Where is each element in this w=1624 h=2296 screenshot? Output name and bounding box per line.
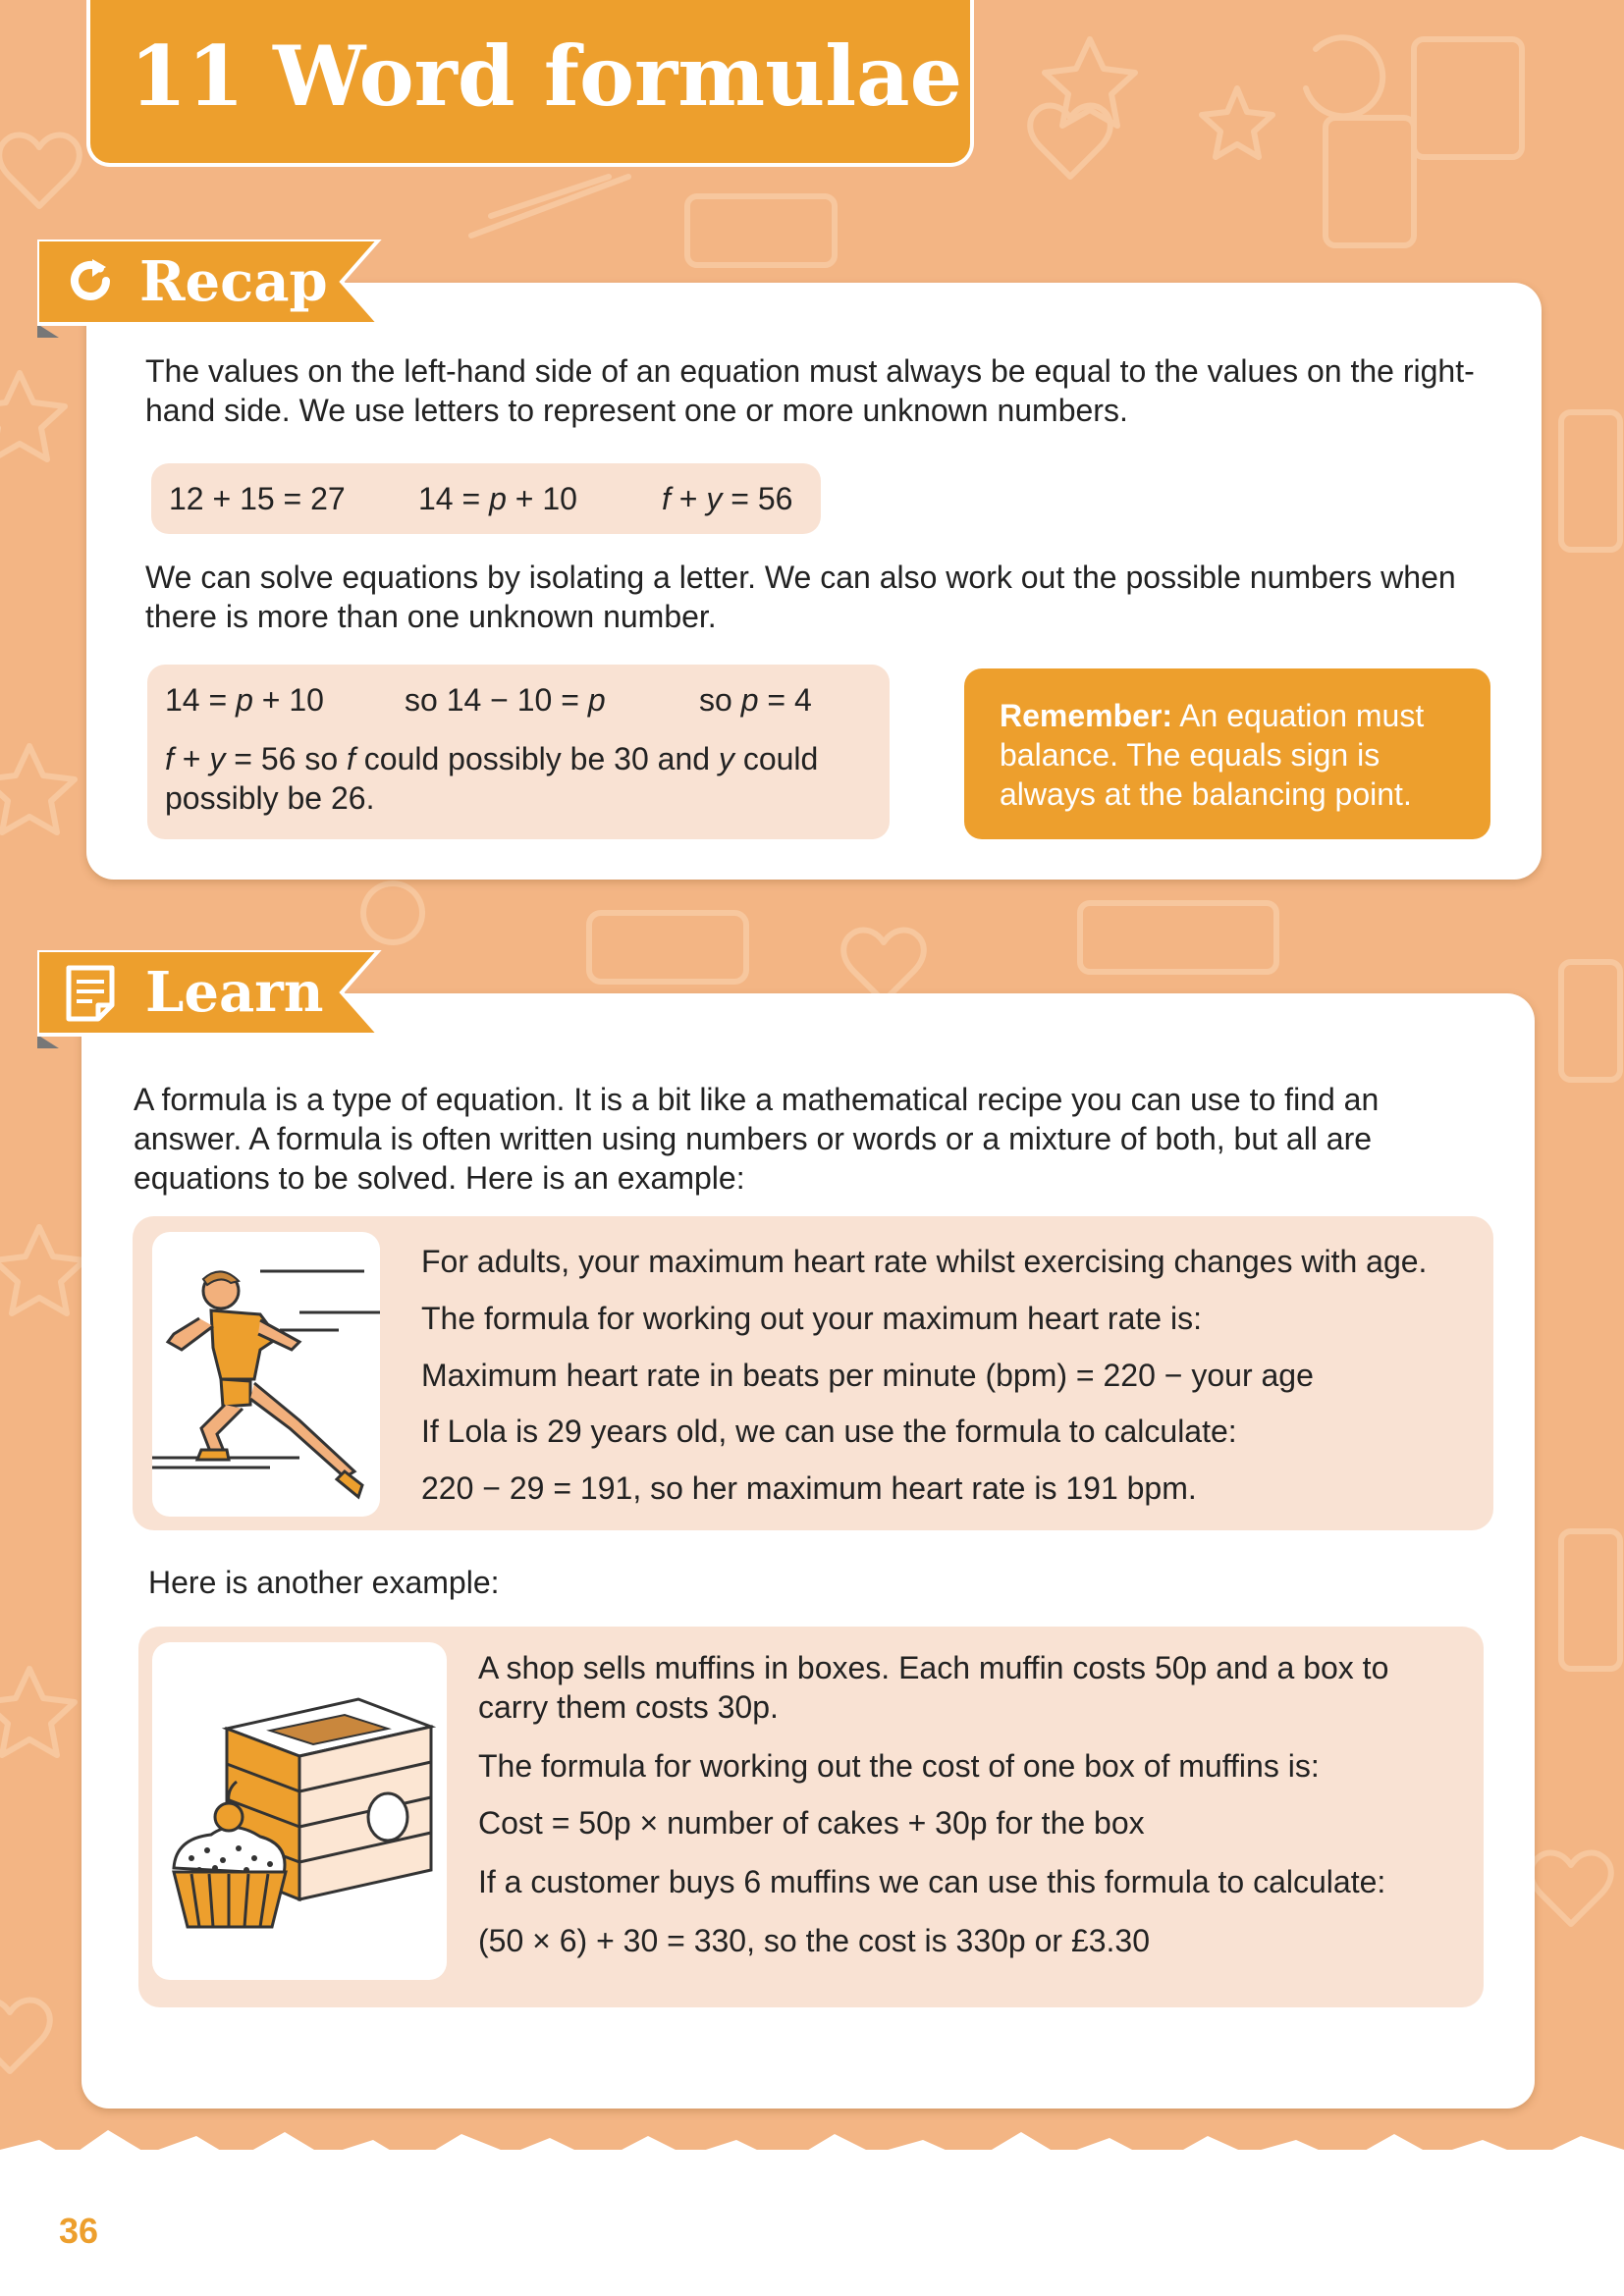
worked-step-2: so 14 − 10 = p [405, 682, 606, 718]
equation-1: 12 + 15 = 27 [169, 481, 346, 516]
running-man-icon [152, 1232, 380, 1517]
another-example-text: Here is another example: [148, 1565, 500, 1600]
worked-note: f + y = 56 so f could possibly be 30 and y could possibly be 26. [165, 741, 819, 816]
muffin-line-1: A shop sells muffins in boxes. Each muffin costs 50p and a box to carry them costs 30p. [478, 1650, 1389, 1725]
equation-3: f + y = 56 [662, 481, 793, 516]
learn-banner [37, 950, 391, 1035]
recap-heading: Recap [139, 249, 328, 314]
equation-2: 14 = p + 10 [418, 481, 577, 516]
learn-intro: A formula is a type of equation. It is a bit like a mathematical recipe you can use to find an answer. A formula is often written using numbers or words or a mixture of both, but all are equations to be solved. Here is an example: [134, 1082, 1380, 1196]
worked-step-1: 14 = p + 10 [165, 682, 324, 718]
muffin-line-3: Cost = 50p × number of cakes + 30p for the box [478, 1805, 1145, 1841]
muffin-box-icon [152, 1642, 447, 1980]
refresh-icon [63, 253, 118, 308]
remember-box [964, 668, 1490, 839]
remember-text: An equation must balance. The equals sign is always at the balancing point. [1000, 698, 1425, 812]
runner-image-panel [152, 1232, 380, 1517]
page-number: 36 [59, 2211, 99, 2251]
title-tab [86, 0, 974, 167]
muffin-image-panel [152, 1642, 447, 1980]
heart-rate-line-5: 220 − 29 = 191, so her maximum heart rate is 191 bpm. [421, 1470, 1197, 1506]
page-title: 11 Word formulae [130, 27, 963, 125]
remember-label: Remember: [1000, 698, 1173, 733]
heart-rate-line-1: For adults, your maximum heart rate whilst exercising changes with age. [421, 1244, 1428, 1279]
learn-heading: Learn [145, 960, 324, 1025]
heart-rate-line-2: The formula for working out your maximum heart rate is: [421, 1301, 1202, 1336]
torn-paper-edge [0, 2110, 1624, 2296]
muffin-line-5: (50 × 6) + 30 = 330, so the cost is 330p or £3.30 [478, 1923, 1151, 1958]
heart-rate-line-4: If Lola is 29 years old, we can use the formula to calculate: [421, 1414, 1237, 1449]
worked-example-pill [147, 665, 890, 839]
muffin-example [138, 1627, 1484, 2007]
recap-intro: The values on the left-hand side of an equation must always be equal to the values on the right-hand side. We use letters to represent one or more unknown numbers. [145, 353, 1475, 428]
muffin-line-2: The formula for working out the cost of one box of muffins is: [478, 1748, 1320, 1784]
heart-rate-example [133, 1216, 1493, 1530]
equations-pill [151, 463, 821, 534]
recap-solve-text: We can solve equations by isolating a letter. We can also work out the possible numbers when there is more than one unknown number. [145, 560, 1456, 634]
worked-step-3: so p = 4 [699, 682, 812, 718]
notepad-icon [63, 964, 118, 1023]
recap-banner [37, 240, 391, 324]
heart-rate-line-3: Maximum heart rate in beats per minute (bpm) = 220 − your age [421, 1358, 1314, 1393]
muffin-line-4: If a customer buys 6 muffins we can use this formula to calculate: [478, 1864, 1386, 1899]
learn-card [81, 993, 1535, 2109]
